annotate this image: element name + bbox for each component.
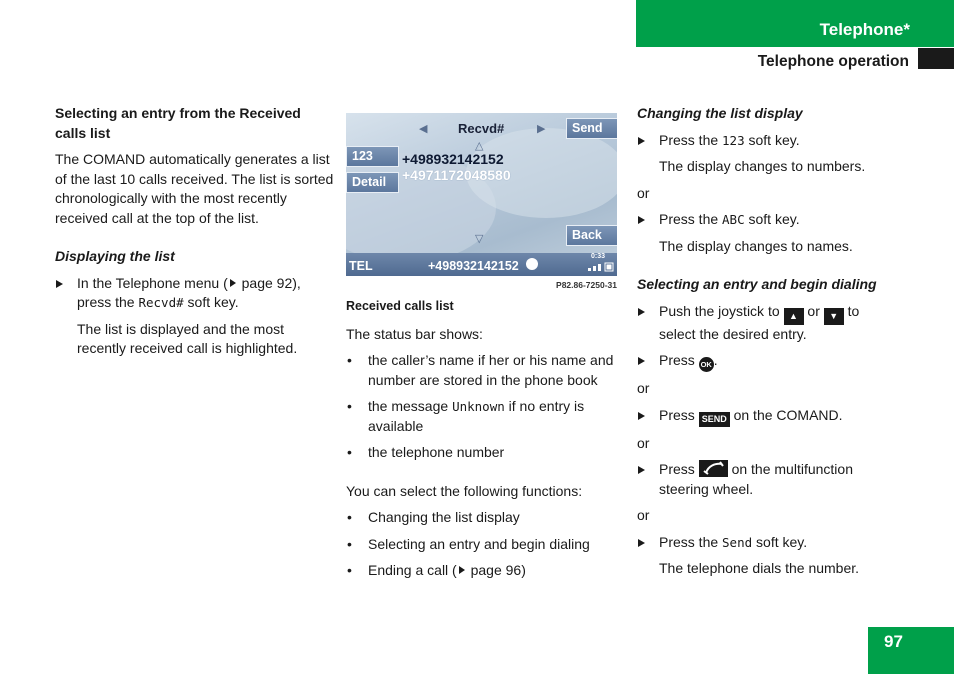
step-press-123: Press the 123 soft key.	[637, 131, 887, 151]
or-separator: or	[637, 434, 650, 451]
step-open-list: In the Telephone menu ( page 92), press the Recvd# soft key.	[55, 274, 335, 313]
status-clock: 0:33	[591, 253, 606, 260]
functions-intro: You can select the following functions:	[346, 482, 583, 499]
page-ref-icon	[459, 566, 465, 574]
step-arrow-icon	[638, 539, 645, 547]
send-softkey[interactable]: Send	[566, 118, 617, 139]
step-press-phone-key: Press on the multifunction steering wheel.	[637, 460, 887, 499]
status-bar-intro: The status bar shows:	[346, 325, 483, 342]
joystick-down-icon: ▼	[824, 308, 844, 325]
chapter-title: Telephone*	[819, 20, 910, 39]
figure-code: P82.86-7250-31	[556, 280, 617, 290]
step-press-abc: Press the ABC soft key.	[637, 210, 887, 230]
status-number: +498932142152	[428, 259, 519, 273]
intro-paragraph: The COMAND automatically generates a list of the last 10 calls received. The list is sorted chronologically with the most recently received call at the top of the list.	[55, 151, 334, 226]
page-ref-icon	[230, 279, 236, 287]
left-arrow-icon: ◀	[419, 123, 428, 135]
softkey-recvd: Recvd#	[138, 295, 184, 310]
step-arrow-icon	[638, 357, 645, 365]
heading-received-calls: Selecting an entry from the Received calls list	[55, 105, 301, 141]
heading-selecting-entry: Selecting an entry and begin dialing	[637, 276, 877, 292]
step-arrow-icon	[638, 308, 645, 316]
phone-handset-icon	[699, 460, 728, 477]
step-press-send-softkey: Press the Send soft key.	[637, 533, 887, 553]
received-calls-screenshot	[346, 113, 617, 276]
status-bullet-name: • the caller’s name if her or his name and number are stored in the phone book	[347, 352, 614, 388]
column-left	[55, 104, 335, 366]
softkey-123[interactable]: 123	[346, 146, 399, 167]
signal-strength-icon	[588, 262, 614, 272]
entry-number-2[interactable]: +4971172048580	[402, 167, 511, 183]
chapter-tab	[636, 0, 954, 47]
list-title: Recvd#	[458, 121, 505, 136]
down-arrow-icon: ▽	[475, 233, 484, 245]
or-separator: or	[637, 380, 650, 396]
step-press-ok: Press OK .	[637, 351, 887, 372]
step-press-send: Press SEND on the COMAND.	[637, 406, 887, 427]
page-number: 97	[884, 632, 903, 651]
section-marker	[918, 48, 954, 69]
up-arrow-icon: △	[475, 140, 484, 152]
result-dialing: The telephone dials the number.	[659, 560, 860, 576]
status-bar	[346, 253, 617, 276]
function-selecting-entry: • Selecting an entry and begin dialing	[347, 535, 590, 552]
entry-number-1[interactable]: +498932142152	[402, 151, 504, 167]
column-right	[637, 104, 887, 586]
joystick-up-icon: ▲	[784, 308, 804, 325]
send-key-icon: SEND	[699, 412, 730, 427]
softkey-abc-ref: ABC	[722, 212, 745, 227]
back-softkey[interactable]: Back	[566, 225, 617, 246]
step-joystick: Push the joystick to ▲ or ▼ to select the desired entry.	[637, 302, 887, 345]
result-list-displayed: The list is displayed and the most recently received call is highlighted.	[77, 320, 298, 356]
or-separator: or	[637, 507, 650, 523]
section-title: Telephone operation	[757, 53, 909, 70]
heading-changing-display: Changing the list display	[637, 105, 803, 121]
result-names: The display changes to names.	[659, 237, 853, 254]
status-bullet-unknown: • the message Unknown if no entry is available	[347, 398, 585, 434]
subheading-displaying-list: Displaying the list	[55, 248, 175, 264]
softkey-123-ref: 123	[722, 132, 745, 148]
function-changing-display: • Changing the list display	[347, 509, 520, 525]
status-bullet-number: • the telephone number	[347, 444, 505, 460]
message-unknown: Unknown	[452, 399, 505, 414]
right-arrow-icon: ▶	[537, 123, 546, 135]
column-middle	[346, 113, 621, 588]
step-arrow-icon	[56, 280, 63, 288]
step-arrow-icon	[638, 466, 645, 474]
status-tel-label: TEL	[349, 259, 373, 273]
ok-button-icon: OK	[699, 357, 714, 372]
step-arrow-icon	[638, 412, 645, 420]
figure-caption: Received calls list	[346, 299, 454, 313]
status-dot-icon	[526, 258, 538, 270]
softkey-send-ref: Send	[722, 534, 753, 550]
step-arrow-icon	[638, 137, 645, 145]
page-number-tab	[868, 627, 954, 674]
softkey-detail[interactable]: Detail	[346, 172, 399, 193]
result-numbers: The display changes to numbers.	[659, 158, 866, 174]
step-arrow-icon	[638, 216, 645, 224]
function-ending-call: • Ending a call ( page 96)	[347, 562, 526, 578]
or-separator: or	[637, 184, 650, 201]
